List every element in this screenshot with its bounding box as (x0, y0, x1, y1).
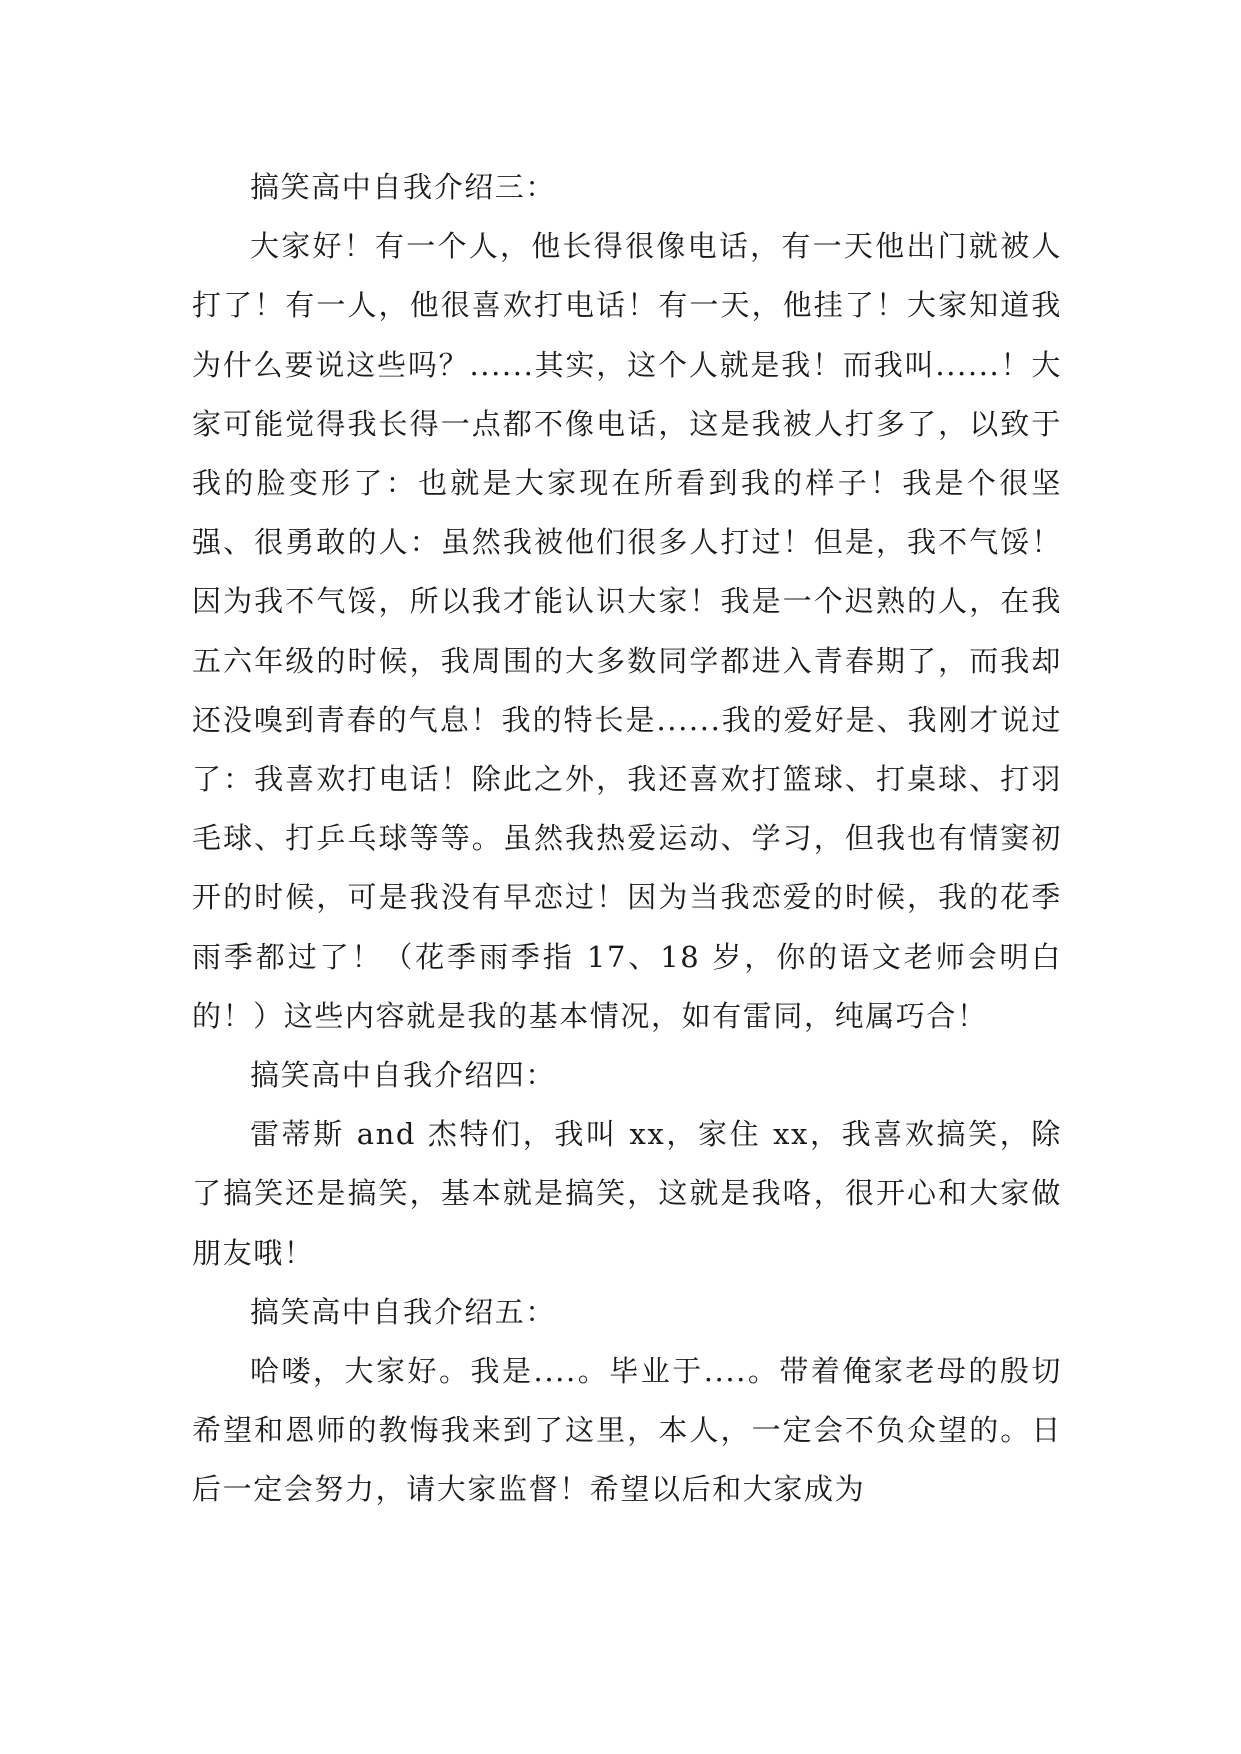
section-heading-5: 搞笑高中自我介绍五： (250, 1294, 557, 1329)
paragraph-intro-4: 雷蒂斯 and 杰特们，我叫 xx，家住 xx，我喜欢搞笑，除了搞笑还是搞笑，基本就是搞笑，这就是我咯，很开心和大家做朋友哦！ (192, 1117, 1062, 1270)
section-heading-4: 搞笑高中自我介绍四： (250, 1058, 557, 1093)
paragraph-intro-5: 哈喽，大家好。我是....。毕业于....。带着俺家老母的殷切希望和恩师的教悔我来到了这里，本人，一定会不负众望的。日后一定会努力，请大家监督！希望以后和大家成为 (192, 1354, 1062, 1507)
section-heading-3: 搞笑高中自我介绍三： (250, 170, 557, 204)
document-body (192, 158, 1062, 1520)
paragraph-intro-3: 大家好！有一个人，他长得很像电话，有一天他出门就被人打了！有一人，他很喜欢打电话！有一天，他挂了！大家知道我为什么要说这些吗？......其实，这个人就是我！而我叫......！大家可能觉得我长得一点都不像电话，这是我被人打多了，以致于我的脸变形了：也就是大家现在所看到我的样子！我是个很坚强、很勇敢的人：虽然我被他们很多人打过！但是，我不气馁！因为我不气馁，所以我才能认识大家！我是一个迟熟的人，在我五六年级的时候，我周围的大多数同学都进入青春期了，而我却还没嗅到青春的气息！我的特长是......我的爱好是、我刚才说过了：我喜欢打电话！除此之外，我还喜欢打篮球、打桌球、打羽毛球、打乒乓球等等。虽然我热爱运动、学习，但我也有情窦初开的时候，可是我没有早恋过！因为当我恋爱的时候，我的花季雨季都过了！（花季雨季指 17、18 岁，你的语文老师会明白的！）这些内容就是我的基本情况，如有雷同，纯属巧合！ (192, 229, 1062, 1033)
